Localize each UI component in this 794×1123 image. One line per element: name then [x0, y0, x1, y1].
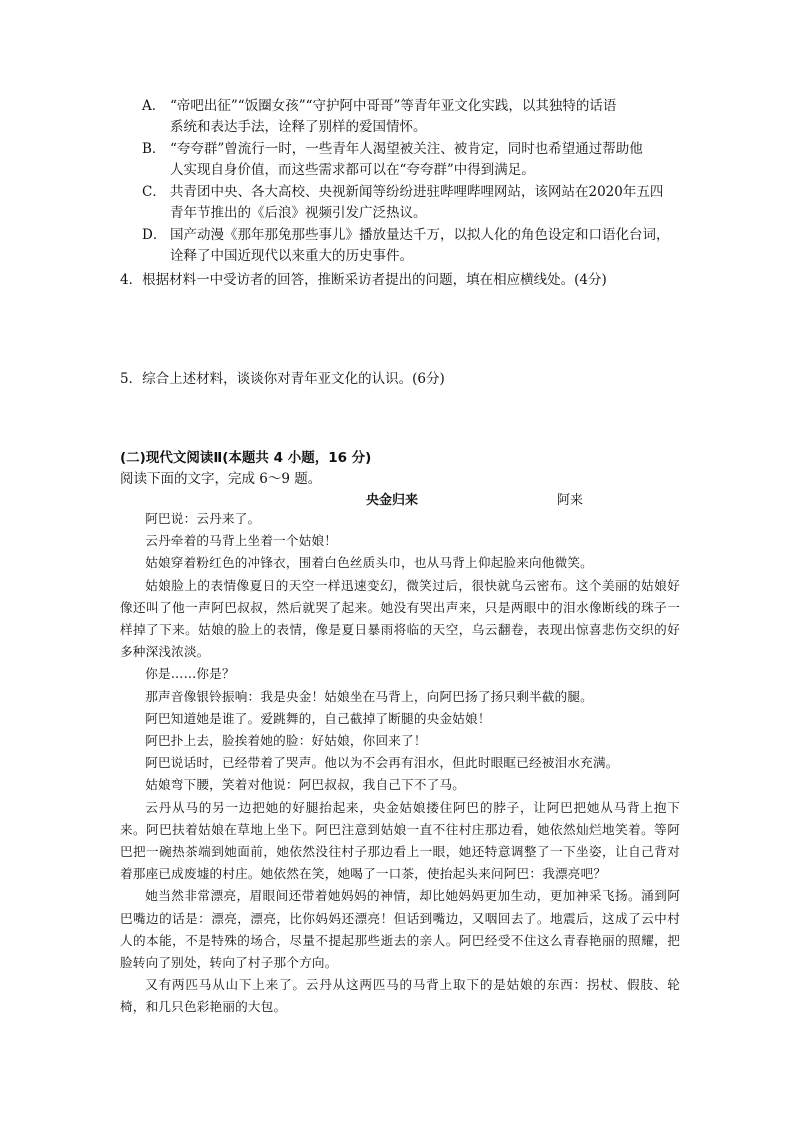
option-text-line2: 系统和表达手法，诠释了别样的爱国情怀。 — [170, 119, 427, 135]
story-paragraph: 阿巴说话时，已经带着了哭声。他以为不会再有泪水，但此时眼眶已经被泪水充满。 — [145, 755, 619, 771]
story-paragraph: 姑娘穿着粉红色的冲锋衣，围着白色丝质头巾，也从马背上仰起脸来向他微笑。 — [145, 555, 593, 571]
option-text-line1: 共青团中央、各大高校、央视新闻等纷纷进驻哔哩哔哩网站，该网站在2020年五四 — [170, 184, 664, 200]
section-intro: 阅读下面的文字，完成 6～9 题。 — [120, 471, 322, 487]
story-paragraph: 阿巴扑上去，脸挨着她的脸：好姑娘，你回来了！ — [145, 733, 427, 749]
story-paragraph: 那声音像银铃振响：我是央金！姑娘坐在马背上，向阿巴扬了扬只剩半截的腿。 — [145, 688, 593, 704]
story-paragraph: 云丹从马的另一边把她的好腿抬起来，央金姑娘搂住阿巴的脖子，让阿巴把她从马背上抱下来。阿巴扶着姑娘在草地上坐下。阿巴注意到姑娘一直不往村庄那边看，她依然灿烂地笑着。等阿巴把一碗热茶端到她面前，她依然没往村子那边看上一眼，她还特意调整了一下坐姿，让自己背对着那座已成废墟的村庄。她依然在笑，她喝了一口茶，使抬起头来问阿巴：我漂亮吧？ — [120, 799, 680, 882]
question-4: 4．根据材料一中受访者的回答，推断采访者提出的问题，填在相应横线处。(4分) — [120, 272, 607, 288]
option-text-line2: 人实现自身价值，而这些需求都可以在“夸夸群”中得到满足。 — [170, 162, 535, 178]
story-paragraph: 又有两匹马从山下上来了。云丹从这两匹马的马背上取下的是姑娘的东西：拐杖、假肢、轮椅，和几只色彩艳丽的大包。 — [120, 977, 680, 1015]
story-paragraph: 阿巴说：云丹来了。 — [145, 511, 261, 526]
story-paragraph: 姑娘弯下腰，笑着对他说：阿巴叔叔，我自己下不了马。 — [145, 777, 466, 793]
option-letter: A． — [142, 98, 166, 114]
section-title: (二)现代文阅读Ⅱ(本题共 4 小题，16 分) — [120, 450, 372, 466]
story-paragraph: 你是……你是？ — [145, 666, 235, 682]
option-letter: D． — [142, 227, 167, 243]
story-paragraph: 阿巴知道她是谁了。爱跳舞的，自己截掉了断腿的央金姑娘！ — [145, 710, 491, 726]
option-text-line2: 青年节推出的《后浪》视频引发广泛热议。 — [170, 205, 427, 221]
option-text-line1: “夸夸群”曾流行一时，一些青年人渴望被关注、被肯定，同时也希望通过帮助他 — [170, 141, 643, 157]
story-paragraph: 云丹牵着的马背上坐着一个姑娘！ — [145, 533, 338, 549]
story-author: 阿来 — [557, 493, 584, 508]
option-letter: B． — [142, 141, 166, 157]
story-paragraph: 她当然非常漂亮，眉眼间还带着她妈妈的神情，却比她妈妈更加生动，更加神采飞扬。涌到阿巴嘴边的话是：漂亮，漂亮，比你妈妈还漂亮！但话到嘴边，又咽回去了。地震后，这成了云中村人的本能，不是特殊的场合，尽量不提起那些逝去的亲人。阿巴经受不住这么青春艳丽的照耀，把脸转向了别处，转向了村子那个方向。 — [120, 888, 680, 971]
story-paragraph: 姑娘脸上的表情像夏日的天空一样迅速变幻，微笑过后，很快就乌云密布。这个美丽的姑娘好像还叫了他一声阿巴叔叔，然后就哭了起来。她没有哭出声来，只是两眼中的泪水像断线的珠子一样掉了下来。姑娘的脸上的表情，像是夏日暴雨将临的天空，乌云翻卷，表现出惊喜悲伤交织的好多种深浅浓淡。 — [120, 577, 680, 660]
option-text-line2: 诠释了中国近现代以来重大的历史事件。 — [170, 248, 413, 264]
story-title: 央金归来 — [366, 493, 419, 508]
option-text-line1: “帝吧出征”“饭圈女孩”“守护阿中哥哥”等青年亚文化实践，以其独特的话语 — [170, 98, 617, 114]
option-letter: C． — [142, 184, 166, 200]
story-body — [120, 508, 680, 1019]
option-text-line1: 国产动漫《那年那兔那些事儿》播放量达千万，以拟人化的角色设定和口语化台词， — [170, 227, 670, 243]
question-5: 5．综合上述材料，谈谈你对青年亚文化的认识。(6分) — [120, 371, 445, 387]
